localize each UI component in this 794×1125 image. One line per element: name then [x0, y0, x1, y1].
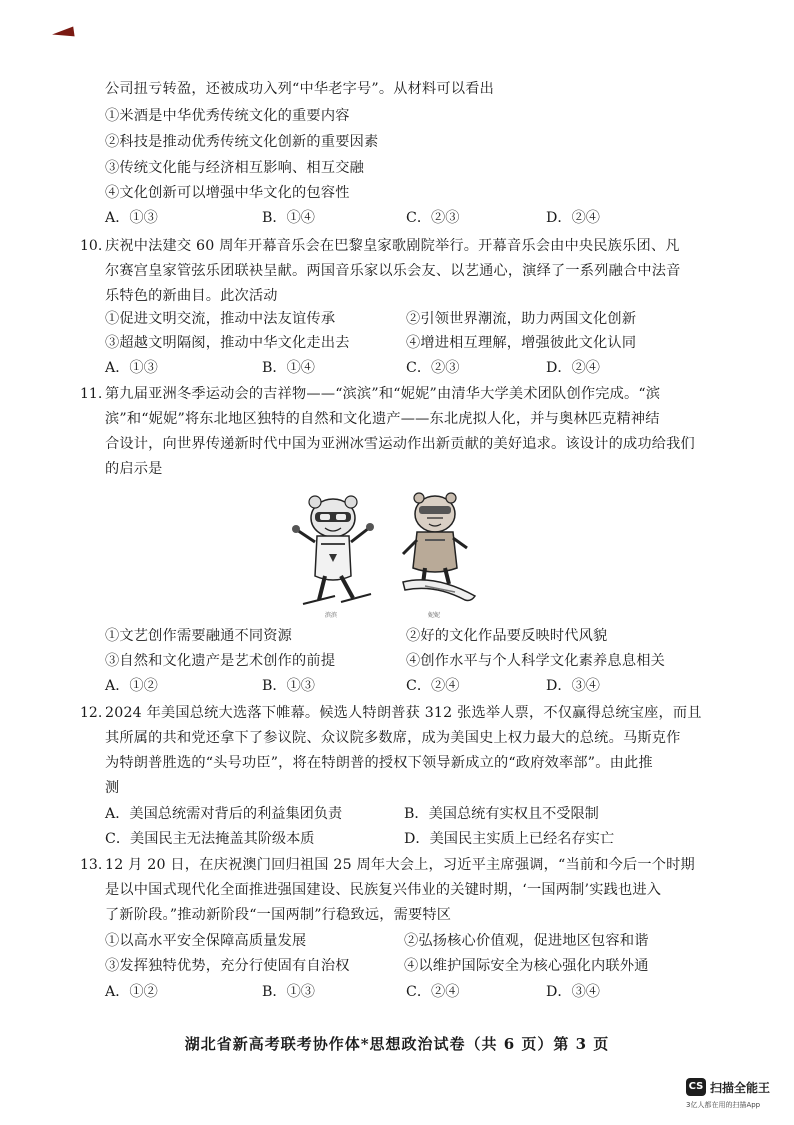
- q13-option-b: B．①③: [262, 984, 315, 1000]
- q11-option-a: A．①②: [105, 678, 158, 694]
- q11-statement-4: ④创作水平与个人科学文化素养息息相关: [406, 653, 665, 669]
- q9-statement-4: ④文化创新可以增强中华文化的包容性: [105, 185, 350, 201]
- mascots-svg: [285, 488, 485, 620]
- q10-statement-2: ②引领世界潮流，助力两国文化创新: [406, 311, 637, 327]
- q11-stem-line: 滨”和“妮妮”将东北地区独特的自然和文化遗产——东北虎拟人化，并与奥林匹克精神结: [105, 411, 660, 427]
- q13-statement-2: ②弘扬核心价值观，促进地区包容和谐: [404, 933, 649, 949]
- camscanner-name: 扫描全能王: [710, 1081, 771, 1095]
- q9-statement-3: ③传统文化能与经济相互影响、相互交融: [105, 160, 364, 176]
- q11-statement-3: ③自然和文化遗产是艺术创作的前提: [105, 653, 336, 669]
- q13-option-c: C．②④: [406, 984, 460, 1000]
- q12-number: 12.: [80, 705, 103, 721]
- q9-option-d: D．②④: [546, 210, 600, 226]
- q9-statement-1: ①米酒是中华优秀传统文化的重要内容: [105, 108, 350, 124]
- q11-statement-1: ①文艺创作需要融通不同资源: [105, 628, 293, 644]
- page-footer: 湖北省新高考联考协作体*思想政治试卷（共 6 页）第 3 页: [184, 1035, 610, 1053]
- q9-option-c: C．②③: [406, 210, 460, 226]
- q11-statement-2: ②好的文化作品要反映时代风貌: [406, 628, 608, 644]
- q10-option-b: B．①④: [262, 360, 315, 376]
- q13-stem-line: 12 月 20 日，在庆祝澳门回归祖国 25 周年大会上，习近平主席强调，“当前和今后一个时期: [105, 857, 695, 873]
- q9-option-b: B．①④: [262, 210, 315, 226]
- camscanner-tagline: 3亿人都在用的扫描App: [686, 1101, 761, 1109]
- mascot-caption-left: 滨滨: [325, 612, 338, 619]
- q9-stem-line: 公司扭亏转盈，还被成功入列“中华老字号”。从材料可以看出: [105, 81, 494, 97]
- binbin-mascot: [292, 496, 374, 604]
- q11-stem-line: 的启示是: [105, 461, 163, 477]
- q12-option-a: A．美国总统需对背后的利益集团负责: [105, 806, 343, 822]
- q10-option-a: A．①③: [105, 360, 158, 376]
- q12-stem-line: 其所属的共和党还拿下了参议院、众议院多数席，成为美国史上权力最大的总统。马斯克作: [105, 730, 681, 746]
- corner-mark: [51, 27, 74, 40]
- q13-statement-1: ①以高水平安全保障高质量发展: [105, 933, 307, 949]
- q13-option-a: A．①②: [105, 984, 158, 1000]
- q13-option-d: D．③④: [546, 984, 600, 1000]
- nini-mascot: [403, 493, 475, 601]
- q10-number: 10.: [80, 238, 103, 254]
- q12-option-b: B．美国总统有实权且不受限制: [404, 806, 599, 822]
- q12-stem-line: 2024 年美国总统大选落下帷幕。候选人特朗普获 312 张选举人票，不仅赢得总统宝座，而且: [105, 705, 702, 721]
- q10-option-c: C．②③: [406, 360, 460, 376]
- q13-stem-line: 是以中国式现代化全面推进强国建设、民族复兴伟业的关键时期，‘一国两制’实践也进入: [105, 882, 662, 898]
- q10-statement-1: ①促进文明交流，推动中法友谊传承: [105, 311, 336, 327]
- mascot-illustration: [285, 488, 485, 620]
- q12-stem-line: 测: [105, 780, 120, 796]
- q13-statement-4: ④以维护国际安全为核心强化内联外通: [404, 958, 649, 974]
- q11-stem-line: 第九届亚洲冬季运动会的吉祥物——“滨滨”和“妮妮”由清华大学美术团队创作完成。“滨: [105, 386, 661, 402]
- mascot-caption-right: 妮妮: [428, 612, 441, 619]
- q11-option-d: D．③④: [546, 678, 600, 694]
- camscanner-logo-icon: CS: [686, 1078, 706, 1096]
- q11-stem-line: 合设计，向世界传递新时代中国为亚洲冰雪运动作出新贡献的美好追求。该设计的成功给我们: [105, 436, 695, 452]
- q10-stem-line: 乐特色的新曲目。此次活动: [105, 288, 278, 304]
- q13-statement-3: ③发挥独特优势，充分行使固有自治权: [105, 958, 350, 974]
- q11-option-b: B．①③: [262, 678, 315, 694]
- q13-number: 13.: [80, 857, 103, 873]
- q12-option-d: D．美国民主实质上已经名存实亡: [404, 831, 615, 847]
- q10-stem-line: 庆祝中法建交 60 周年开幕音乐会在巴黎皇家歌剧院举行。开幕音乐会由中央民族乐团、凡: [105, 238, 680, 254]
- q10-stem-line: 尔赛宫皇家管弦乐团联袂呈献。两国音乐家以乐会友、以艺通心，演绎了一系列融合中法音: [105, 263, 681, 279]
- q11-option-c: C．②④: [406, 678, 460, 694]
- q9-statement-2: ②科技是推动优秀传统文化创新的重要因素: [105, 134, 379, 150]
- q11-number: 11.: [80, 386, 103, 402]
- q13-stem-line: 了新阶段。”推动新阶段“一国两制”行稳致远，需要特区: [105, 907, 452, 923]
- q12-stem-line: 为特朗普胜选的“头号功臣”，将在特朗普的授权下领导新成立的“政府效率部”。由此推: [105, 755, 653, 771]
- q10-statement-3: ③超越文明隔阂，推动中华文化走出去: [105, 335, 350, 351]
- q10-statement-4: ④增进相互理解，增强彼此文化认同: [406, 335, 637, 351]
- q9-option-a: A．①③: [105, 210, 158, 226]
- q12-option-c: C．美国民主无法掩盖其阶级本质: [105, 831, 315, 847]
- q10-option-d: D．②④: [546, 360, 600, 376]
